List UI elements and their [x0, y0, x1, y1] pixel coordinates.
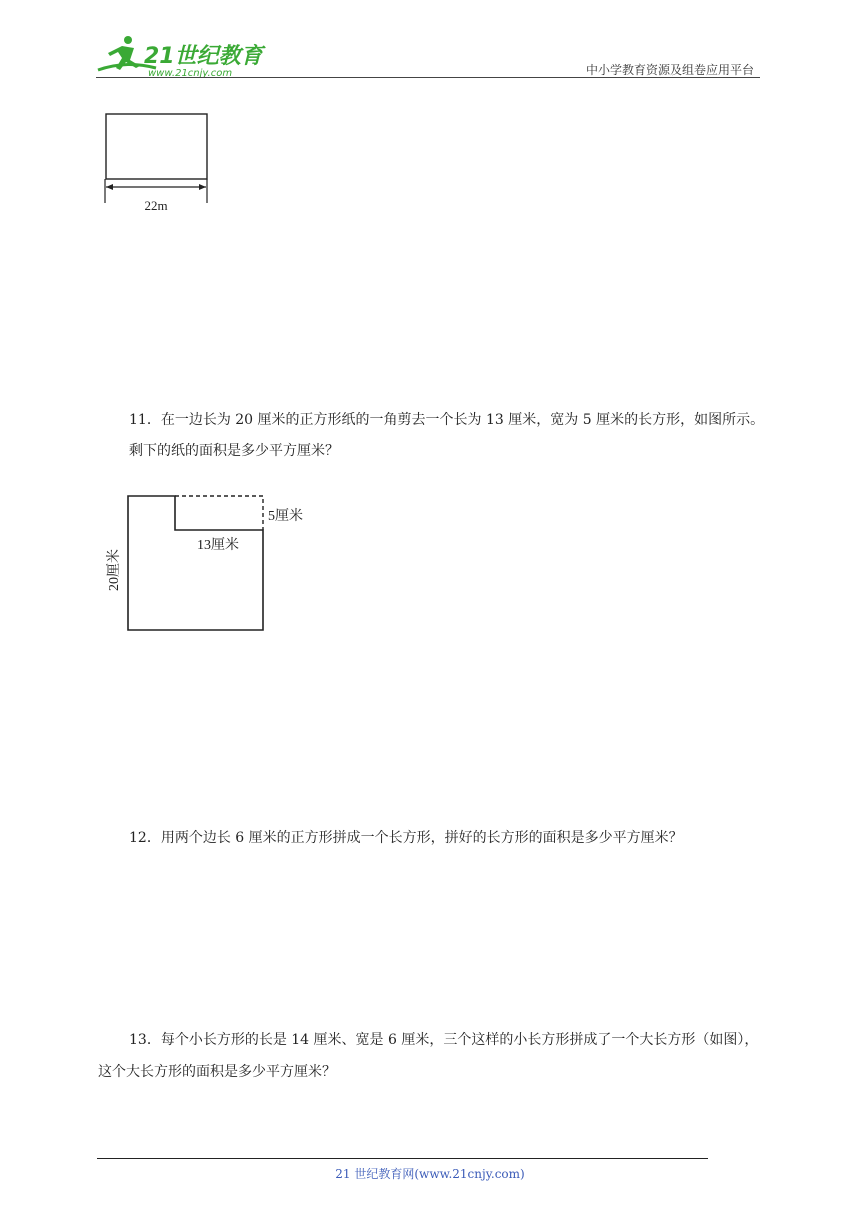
label-side: 20厘米: [107, 549, 122, 591]
logo-text: 21世纪教育: [144, 44, 263, 69]
footer-link[interactable]: 21 世纪教育网(www.21cnjy.com): [335, 1167, 525, 1181]
question-number: 13．: [129, 1032, 161, 1048]
site-logo: [96, 34, 266, 80]
dimension-label: 22m: [144, 198, 168, 212]
label-width: 5厘米: [268, 509, 303, 524]
rectangle-shape: [106, 114, 207, 179]
question-13-line-1: [129, 1031, 758, 1049]
remaining-paper-shape: [128, 496, 263, 630]
logo-url: www.21cnjy.com: [148, 68, 233, 79]
cut-rectangle-dashed: [175, 496, 263, 530]
question-11-line-2: 剩下的纸的面积是多少平方厘米？: [129, 443, 339, 459]
question-text: 每个小长方形的长是 14 厘米、宽是 6 厘米，三个这样的小长方形拼成了一个大长方形（如图），: [160, 1032, 759, 1048]
site-tagline: 中小学教育资源及组卷应用平台: [585, 63, 754, 77]
question-text: 在一边长为 20 厘米的正方形纸的一角剪去一个长为 13 厘米，宽为 5 厘米的长方形，如图所示。: [160, 412, 765, 428]
figure-square-cut: [100, 490, 320, 640]
arrow-right-icon: [199, 184, 206, 190]
arrow-left-icon: [106, 184, 113, 190]
question-11-line-1: [129, 411, 764, 429]
question-12: [129, 829, 683, 847]
footer-divider: [97, 1158, 708, 1159]
question-number: 12．: [129, 830, 161, 846]
label-length: 13厘米: [197, 538, 239, 553]
figure-rectangle-22m: [98, 108, 218, 212]
question-13-line-2: 这个大长方形的面积是多少平方厘米？: [98, 1064, 336, 1080]
question-number: 11．: [129, 412, 161, 428]
header-divider: [96, 77, 760, 78]
question-text: 用两个边长 6 厘米的正方形拼成一个长方形，拼好的长方形的面积是多少平方厘米？: [160, 830, 683, 846]
